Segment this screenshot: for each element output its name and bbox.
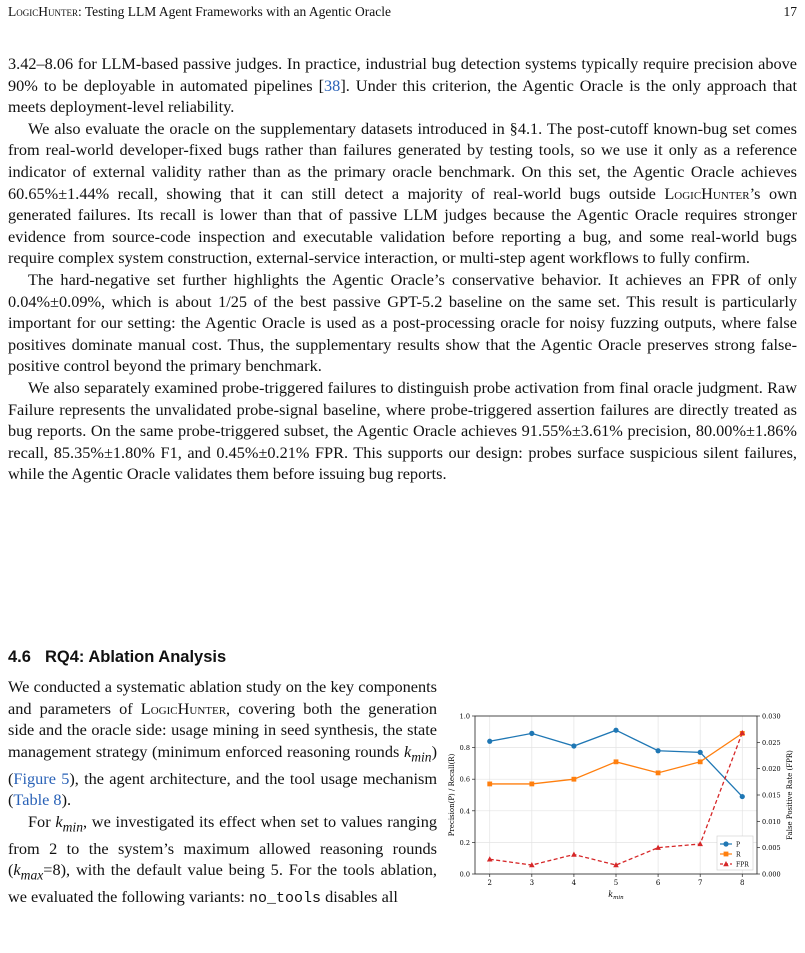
legend-label-p: P	[736, 841, 741, 849]
paragraph-6: For $k_{min}$, we investigated its effect when set to values ranging from 2 to the system’s maximum allowed reasoning rounds $(k_{max}=8)$, with the default value being 5. For the tools ablation, we evaluated the following variants: no_tools disables all	[8, 811, 437, 908]
y-right-axis-label: False Positive Rate (FPR)	[786, 750, 794, 840]
y-right-tick-label: 0.020	[762, 765, 781, 774]
legend-label-fpr: FPR	[736, 861, 749, 869]
x-tick-label: 4	[571, 879, 577, 887]
y-right-tick-label: 0.005	[762, 844, 781, 853]
y-left-tick-label: 0.6	[459, 775, 470, 784]
data-point-p	[613, 728, 618, 733]
legend-label-r: R	[736, 851, 741, 859]
y-left-tick-label: 0.0	[459, 870, 470, 879]
legend-marker-p	[723, 841, 728, 846]
paragraph-2: We also evaluate the oracle on the supplementary datasets introduced in §4.1. The post-cutoff known-bug set comes from real-world developer-fixed bugs rather than failures generated by testing tools, so we use it only as a reference indicator of external validity rather than as the primary oracle benchmark. On this set, the Agentic Oracle achieves 60.65%±1.44% recall, showing that it can still detect a majority of real-world bugs outside LogicHunter’s own generated failures. Its recall is lower than that of passive LLM judges because the Agentic Oracle requires stronger evidence from source-code inspection and executable validation before reporting a bug, and some real-world bugs require complex system construction, external-service interaction, or multi-step agent workflows to fully confirm.	[8, 118, 797, 268]
y-left-tick-label: 0.8	[459, 744, 470, 753]
x-tick-label: 5	[613, 879, 619, 887]
y-right-tick-label: 0.030	[762, 712, 781, 721]
paragraph-4: We also separately examined probe-triggered failures to distinguish probe activation from final oracle judgment. Raw Failure represents the unvalidated probe-signal baseline, where probe-triggered assertion failures are directly treated as bug reports. On the same probe-triggered subset, the Agentic Oracle achieves 91.55%±3.61% precision, 80.00%±1.86% recall, 85.35%±1.80% F1, and 0.45%±0.21% FPR. This supports our design: probes surface suspicious silent failures, while the Agentic Oracle validates them before issuing bug reports.	[8, 377, 797, 484]
data-point-r	[614, 759, 619, 764]
column-text	[8, 676, 437, 910]
y-right-tick-label: 0.025	[762, 738, 781, 747]
legend-marker-r	[724, 852, 729, 857]
data-point-r	[656, 770, 661, 775]
section-heading	[8, 648, 226, 667]
citation-link[interactable]: 38	[324, 75, 341, 95]
y-right-tick-label: 0.010	[762, 817, 781, 826]
data-point-r	[487, 782, 492, 787]
section-title: RQ4: Ablation Analysis	[44, 648, 227, 666]
body-text	[8, 53, 797, 485]
y-left-axis-label: Precision(P) / Recall(R)	[448, 753, 456, 837]
data-point-r	[572, 777, 577, 782]
paragraph-3: The hard-negative set further highlights the Agentic Oracle’s conservative behavior. It achieves an FPR of only 0.04%±0.09%, which is about 1/25 of the best passive GPT-5.2 baseline on the same set. This result is particularly important for our setting: the Agentic Oracle is used as a post-processing oracle for noisy fuzzing outputs, where false positives dominate manual cost. Thus, the supplementary results show that the Agentic Oracle preserves strong false-positive control beyond the primary benchmark.	[8, 269, 797, 376]
data-point-p	[487, 739, 492, 744]
y-left-tick-label: 0.4	[459, 807, 470, 816]
data-point-p	[571, 743, 576, 748]
table-link[interactable]: Table 8	[13, 790, 62, 810]
x-tick-label: 3	[529, 879, 535, 887]
data-point-fpr	[571, 852, 577, 857]
y-left-tick-label: 0.2	[459, 838, 470, 847]
data-point-p	[698, 750, 703, 755]
paragraph-1: 3.42–8.06 for LLM-based passive judges. In practice, industrial bug detection systems typically require precision above 90% to be deployable in automated pipelines [38]. Under this criterion, the Agentic Oracle is the only approach that meets deployment-level reliability.	[8, 54, 797, 117]
x-tick-label: 8	[740, 879, 745, 887]
data-point-r	[529, 782, 534, 787]
running-title: LogicHunter: Testing LLM Agent Frameworks with an Agentic Oracle	[8, 4, 391, 19]
data-point-p	[740, 794, 745, 799]
y-right-tick-label: 0.000	[762, 870, 781, 879]
ablation-figure	[445, 702, 800, 900]
x-tick-label: 2	[487, 879, 492, 887]
y-right-tick-label: 0.015	[762, 791, 781, 800]
paragraph-5: We conducted a systematic ablation study on the key components and parameters of LogicHunter, covering both the generation side and the oracle side: usage mining in seed synthesis, the state management strategy (minimum enforced reasoning rounds $k_{min}$) (Figure 5), the agent architecture, and the tool usage mechanism (Table 8).	[8, 677, 438, 810]
running-header	[8, 4, 797, 22]
page-number: 17	[783, 4, 797, 19]
x-tick-label: 7	[697, 879, 703, 887]
x-axis-label: $k_{min}$	[608, 890, 624, 900]
section-number: 4.6	[8, 648, 31, 666]
data-point-r	[698, 759, 703, 764]
x-tick-label: 6	[655, 879, 661, 887]
data-point-p	[655, 748, 660, 753]
data-point-fpr	[487, 856, 493, 861]
y-left-tick-label: 1.0	[459, 712, 470, 721]
data-point-p	[529, 731, 534, 736]
kmin-ablation-chart	[445, 702, 800, 900]
figure-link[interactable]: Figure 5	[13, 768, 70, 788]
